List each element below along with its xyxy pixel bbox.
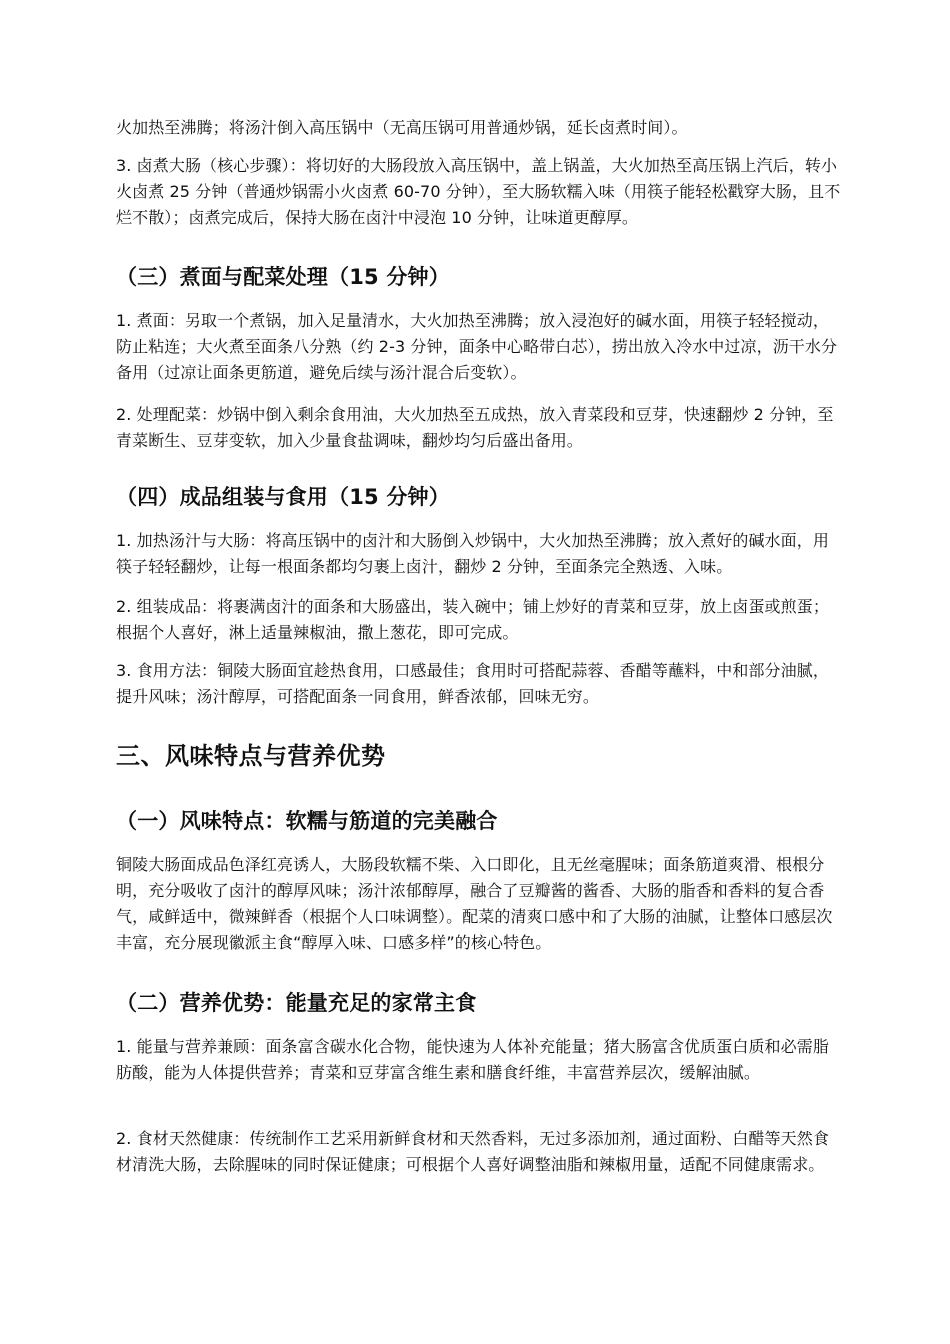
paragraph-energy-nutrition: 1. 能量与营养兼顾：面条富含碳水化合物，能快速为人体补充能量；猪大肠富含优质蛋白质和必需脂肪酸，能为人体提供营养；青菜和豆芽富含维生素和膳食纤维，丰富营养层次，缓解油腻。: [116, 1037, 829, 1082]
heading-section-flavor-nutrition: 三、风味特点与营养优势: [116, 742, 386, 770]
paragraph-heating-broth: 火加热至沸腾；将汤汁倒入高压锅中（无高压锅可用普通炒锅，延长卤煮时间）。: [116, 118, 688, 137]
heading-cook-noodles: （三）煮面与配菜处理（15 分钟）: [116, 265, 450, 289]
heading-assemble: （四）成品组装与食用（15 分钟）: [116, 485, 450, 509]
heading-nutrition: （二）营养优势：能量充足的家常主食: [116, 991, 477, 1015]
paragraph-assemble-dish: 2. 组装成品：将裹满卤汁的面条和大肠盛出，装入碗中；铺上炒好的青菜和豆芽，放上卤蛋或煎蛋；根据个人喜好，淋上适量辣椒油，撒上葱花，即可完成。: [116, 597, 829, 642]
paragraph-flavor: 铜陵大肠面成品色泽红亮诱人，大肠段软糯不柴、入口即化，且无丝毫腥味；面条筋道爽滑、根根分明，充分吸收了卤汁的醇厚风味；汤汁浓郁醇厚，融合了豆瓣酱的酱香、大肠的脂香和香料的复合香气，咸鲜适中，微辣鲜香（根据个人口味调整）。配菜的清爽口感中和了大肠的油腻，让整体口感层次丰富，充分展现徽派主食“醇厚入味、口感多样”的核心特色。: [116, 855, 833, 952]
paragraph-heat-broth-and-intestine: 1. 加热汤汁与大肠：将高压锅中的卤汁和大肠倒入炒锅中，大火加热至沸腾；放入煮好的碱水面，用筷子轻轻翻炒，让每一根面条都均匀裹上卤汁，翻炒 2 分钟，至面条完全熟透、入味。: [116, 531, 829, 576]
paragraph-natural-ingredients: 2. 食材天然健康：传统制作工艺采用新鲜食材和天然香料，无过多添加剂，通过面粉、白醋等天然食材清洗大肠，去除腥味的同时保证健康；可根据个人喜好调整油脂和辣椒用量，适配不同健康需求。: [116, 1129, 829, 1174]
heading-flavor: （一）风味特点：软糯与筋道的完美融合: [116, 809, 498, 833]
paragraph-cook-noodles: 1. 煮面：另取一个煮锅，加入足量清水，大火加热至沸腾；放入浸泡好的碱水面，用筷子轻轻搅动，防止粘连；大火煮至面条八分熟（约 2-3 分钟，面条中心略带白芯），捞出放入冷水中过凉，沥干水分备用（过凉让面条更筋道，避免后续与汤汁混合后变软）。: [116, 311, 838, 382]
paragraph-step-braise-intestine: 3. 卤煮大肠（核心步骤）：将切好的大肠段放入高压锅中，盖上锅盖，大火加热至高压锅上汽后，转小火卤煮 25 分钟（普通炒锅需小火卤煮 60-70 分钟），至大肠软糯入味（用筷子能轻松戳穿大肠，且不烂不散）；卤煮完成后，保持大肠在卤汁中浸泡 10 分钟，让味道更醇厚。: [116, 156, 841, 227]
paragraph-side-dishes: 2. 处理配菜：炒锅中倒入剩余食用油，大火加热至五成热，放入青菜段和豆芽，快速翻炒 2 分钟，至青菜断生、豆芽变软，加入少量食盐调味，翻炒均匀后盛出备用。: [116, 405, 834, 450]
paragraph-how-to-eat: 3. 食用方法：铜陵大肠面宜趁热食用，口感最佳；食用时可搭配蒜蓉、香醋等蘸料，中和部分油腻，提升风味；汤汁醇厚，可搭配面条一同食用，鲜香浓郁，回味无穷。: [116, 661, 829, 706]
